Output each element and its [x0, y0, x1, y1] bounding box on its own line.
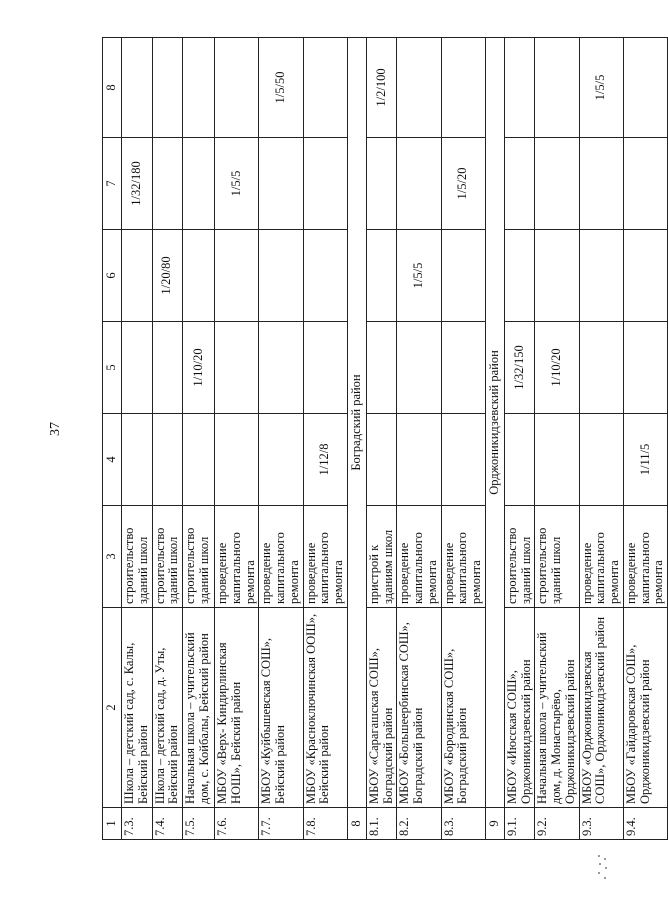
object-name: МБОУ «Красноключинская ООШ», Бейский район	[303, 608, 347, 808]
row-number: 7.5.	[183, 808, 215, 840]
object-name: МБОУ «Куйбышевская СОШ», Бейский район	[259, 608, 303, 808]
table-row	[122, 38, 153, 840]
value-cell-c5	[303, 322, 347, 414]
header-cell-4: 4	[103, 414, 122, 506]
row-number: 9.2.	[535, 808, 579, 840]
row-number: 7.3.	[122, 808, 153, 840]
work-type: проведение капитального ремонта	[259, 506, 303, 608]
work-type: строительство зданий школ	[183, 506, 215, 608]
table-row	[303, 38, 347, 840]
value-cell-c7	[579, 138, 623, 230]
work-type: проведение капитального ремонта	[623, 506, 667, 608]
value-cell-c7	[366, 138, 397, 230]
table-row	[366, 38, 397, 840]
value-cell-c6	[122, 230, 153, 322]
row-number: 8.2.	[397, 808, 441, 840]
value-cell-c5: 1/32/150	[504, 322, 535, 414]
value-cell-c7: 1/5/5	[215, 138, 259, 230]
row-number: 9.4.	[623, 808, 667, 840]
value-cell-c5	[122, 322, 153, 414]
section-row	[485, 38, 504, 840]
work-type: строительство зданий школ	[152, 506, 183, 608]
header-cell-5: 5	[103, 322, 122, 414]
value-cell-c8: 1/5/50	[259, 38, 303, 138]
value-cell-c4	[579, 414, 623, 506]
work-type: проведение капитального ремонта	[215, 506, 259, 608]
value-cell-c5	[215, 322, 259, 414]
object-name: Школа – детский сад, с. Калы, Бейский район	[122, 608, 153, 808]
object-name: МБОУ «Большеербинская СОШ», Боградский район	[397, 608, 441, 808]
work-type: проведение капитального ремонта	[441, 506, 485, 608]
value-cell-c4	[504, 414, 535, 506]
value-cell-c5	[623, 322, 667, 414]
program-table	[102, 37, 668, 840]
value-cell-c5	[152, 322, 183, 414]
value-cell-c6	[259, 230, 303, 322]
value-cell-c4	[535, 414, 579, 506]
row-number: 9.1.	[504, 808, 535, 840]
value-cell-c8	[535, 38, 579, 138]
value-cell-c4	[259, 414, 303, 506]
value-cell-c4	[366, 414, 397, 506]
value-cell-c6	[303, 230, 347, 322]
value-cell-c4	[215, 414, 259, 506]
value-cell-c6	[535, 230, 579, 322]
work-type: строительство зданий школ	[535, 506, 579, 608]
value-cell-c7	[623, 138, 667, 230]
table-row	[183, 38, 215, 840]
value-cell-c8	[397, 38, 441, 138]
section-region: Боградский район	[347, 38, 366, 808]
row-number: 7.6.	[215, 808, 259, 840]
table-row	[579, 38, 623, 840]
table-body	[103, 38, 668, 840]
header-cell-7: 7	[103, 138, 122, 230]
table-row	[215, 38, 259, 840]
value-cell-c7	[504, 138, 535, 230]
table-row	[441, 38, 485, 840]
object-name: МБОУ «Июсская СОШ», Орджоникидзевский район	[504, 608, 535, 808]
value-cell-c4	[183, 414, 215, 506]
value-cell-c5	[397, 322, 441, 414]
row-number: 8.1.	[366, 808, 397, 840]
rotated-table-container	[102, 38, 666, 840]
value-cell-c7: 1/5/20	[441, 138, 485, 230]
value-cell-c5	[441, 322, 485, 414]
table-row	[504, 38, 535, 840]
value-cell-c6: 1/5/5	[397, 230, 441, 322]
value-cell-c7	[152, 138, 183, 230]
work-type: проведение капитального ремонта	[397, 506, 441, 608]
row-number: 8.3.	[441, 808, 485, 840]
section-row	[347, 38, 366, 840]
value-cell-c6	[441, 230, 485, 322]
row-number: 7.8.	[303, 808, 347, 840]
table-row	[397, 38, 441, 840]
value-cell-c4	[122, 414, 153, 506]
value-cell-c4: 1/11/5	[623, 414, 667, 506]
row-number: 9.3.	[579, 808, 623, 840]
row-number: 7.7.	[259, 808, 303, 840]
table-row	[623, 38, 667, 840]
value-cell-c4: 1/12/8	[303, 414, 347, 506]
value-cell-c8	[623, 38, 667, 138]
object-name: Начальная школа – учительский дом, с. Койбалы, Бейский район	[183, 608, 215, 808]
header-cell-2: 2	[103, 608, 122, 808]
value-cell-c6	[366, 230, 397, 322]
object-name: МБОУ «Верх- Киндирлинская НОШ», Бейский район	[215, 608, 259, 808]
object-name: МБОУ «Сарагашская СОШ», Боградский район	[366, 608, 397, 808]
row-number: 7.4.	[152, 808, 183, 840]
scan-artifact	[596, 853, 610, 881]
value-cell-c6: 1/20/80	[152, 230, 183, 322]
table-row	[535, 38, 579, 840]
object-name: МБОУ «Гайдаровская СОШ», Орджоникидзевский район	[623, 608, 667, 808]
header-cell-6: 6	[103, 230, 122, 322]
value-cell-c7	[183, 138, 215, 230]
value-cell-c6	[579, 230, 623, 322]
work-type: проведение капитального ремонта	[579, 506, 623, 608]
value-cell-c4	[441, 414, 485, 506]
object-name: МБОУ «Орджоникидзевская СОШ», Орджоникидзевский район	[579, 608, 623, 808]
value-cell-c5	[366, 322, 397, 414]
value-cell-c5	[579, 322, 623, 414]
section-number: 8	[347, 808, 366, 840]
header-cell-1: 1	[103, 808, 122, 840]
value-cell-c4	[397, 414, 441, 506]
header-cell-8: 8	[103, 38, 122, 138]
section-region: Орджоникидзевский район	[485, 38, 504, 808]
value-cell-c4	[152, 414, 183, 506]
value-cell-c8	[152, 38, 183, 138]
value-cell-c8	[504, 38, 535, 138]
table-header-row	[103, 38, 122, 840]
work-type: строительство зданий школ	[122, 506, 153, 608]
value-cell-c8	[122, 38, 153, 138]
value-cell-c8	[303, 38, 347, 138]
table-row	[152, 38, 183, 840]
value-cell-c7: 1/32/180	[122, 138, 153, 230]
object-name: Школа – детский сад, д. Уты, Бейский район	[152, 608, 183, 808]
value-cell-c8	[183, 38, 215, 138]
value-cell-c5	[259, 322, 303, 414]
value-cell-c8	[441, 38, 485, 138]
header-cell-3: 3	[103, 506, 122, 608]
value-cell-c7	[397, 138, 441, 230]
section-number: 9	[485, 808, 504, 840]
value-cell-c7	[259, 138, 303, 230]
work-type: строительство зданий школ	[504, 506, 535, 608]
value-cell-c7	[303, 138, 347, 230]
value-cell-c8: 1/5/5	[579, 38, 623, 138]
work-type: проведение капитального ремонта	[303, 506, 347, 608]
value-cell-c5: 1/10/20	[535, 322, 579, 414]
value-cell-c7	[535, 138, 579, 230]
object-name: МБОУ «Бородинская СОШ», Боградский район	[441, 608, 485, 808]
value-cell-c5: 1/10/20	[183, 322, 215, 414]
value-cell-c6	[183, 230, 215, 322]
value-cell-c8	[215, 38, 259, 138]
page-number-text: 37	[48, 422, 63, 436]
table-row	[259, 38, 303, 840]
value-cell-c6	[623, 230, 667, 322]
work-type: пристрой к зданиям школ	[366, 506, 397, 608]
value-cell-c8: 1/2/100	[366, 38, 397, 138]
object-name: Начальная школа – учительский дом, д. Монастырёво, Орджоникидзевский район	[535, 608, 579, 808]
value-cell-c6	[215, 230, 259, 322]
value-cell-c6	[504, 230, 535, 322]
